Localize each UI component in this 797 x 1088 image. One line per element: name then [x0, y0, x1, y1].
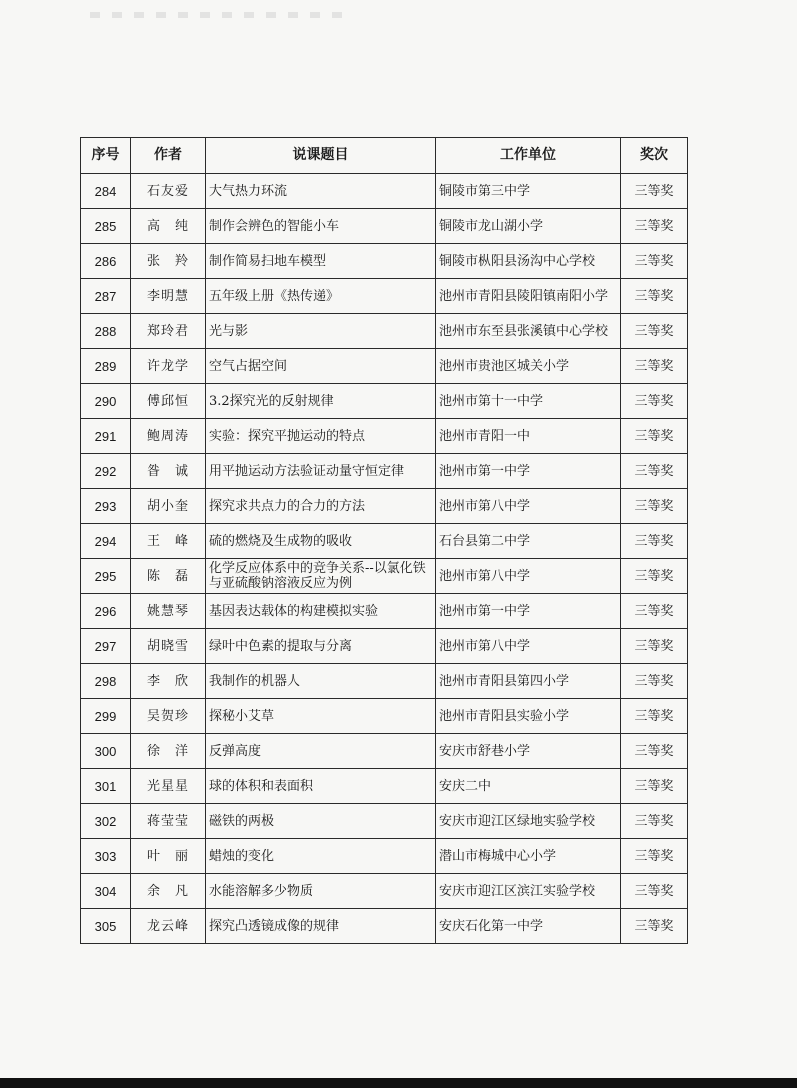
- cell-no: 295: [81, 559, 131, 594]
- table-row: [81, 559, 688, 594]
- table-row: [81, 489, 688, 524]
- cell-unit: 铜陵市第三中学: [436, 174, 621, 209]
- cell-no: 286: [81, 244, 131, 279]
- cell-award: 三等奖: [621, 839, 688, 874]
- cell-unit: 石台县第二中学: [436, 524, 621, 559]
- cell-no: 284: [81, 174, 131, 209]
- cell-no: 304: [81, 874, 131, 909]
- cell-unit: 安庆石化第一中学: [436, 909, 621, 944]
- cell-topic: 空气占据空间: [206, 349, 436, 384]
- table-row: [81, 874, 688, 909]
- cell-unit: 池州市贵池区城关小学: [436, 349, 621, 384]
- table-row: [81, 524, 688, 559]
- cell-no: 288: [81, 314, 131, 349]
- cell-topic: 光与影: [206, 314, 436, 349]
- cell-award: 三等奖: [621, 629, 688, 664]
- cell-no: 298: [81, 664, 131, 699]
- cell-award: 三等奖: [621, 769, 688, 804]
- header-unit: 工作单位: [436, 138, 621, 174]
- cell-author: 鲍周涛: [131, 419, 206, 454]
- table-row: [81, 419, 688, 454]
- cell-award: 三等奖: [621, 384, 688, 419]
- header-author: 作者: [131, 138, 206, 174]
- award-table: [80, 137, 688, 944]
- cell-unit: 池州市青阳县实验小学: [436, 699, 621, 734]
- cell-author: 高 纯: [131, 209, 206, 244]
- table-row: [81, 384, 688, 419]
- header-award: 奖次: [621, 138, 688, 174]
- cell-topic: 水能溶解多少物质: [206, 874, 436, 909]
- cell-author: 胡小奎: [131, 489, 206, 524]
- cell-topic: 反弹高度: [206, 734, 436, 769]
- table-row: [81, 909, 688, 944]
- cell-author: 姚慧琴: [131, 594, 206, 629]
- cell-no: 293: [81, 489, 131, 524]
- table-row: [81, 279, 688, 314]
- cell-no: 289: [81, 349, 131, 384]
- cell-topic: 制作简易扫地车模型: [206, 244, 436, 279]
- cell-unit: 池州市第一中学: [436, 594, 621, 629]
- cell-topic: 3.2探究光的反射规律: [206, 384, 436, 419]
- cell-topic: 基因表达载体的构建模拟实验: [206, 594, 436, 629]
- cell-no: 301: [81, 769, 131, 804]
- cell-unit: 潜山市梅城中心小学: [436, 839, 621, 874]
- table-row: [81, 839, 688, 874]
- cell-author: 余 凡: [131, 874, 206, 909]
- cell-no: 300: [81, 734, 131, 769]
- cell-author: 李 欣: [131, 664, 206, 699]
- cell-award: 三等奖: [621, 349, 688, 384]
- cell-no: 305: [81, 909, 131, 944]
- cell-unit: 池州市第八中学: [436, 629, 621, 664]
- cell-unit: 安庆二中: [436, 769, 621, 804]
- cell-unit: 池州市东至县张溪镇中心学校: [436, 314, 621, 349]
- cell-topic: 化学反应体系中的竞争关系--以氯化铁与亚硫酸钠溶液反应为例: [206, 559, 436, 594]
- cell-unit: 池州市青阳县陵阳镇南阳小学: [436, 279, 621, 314]
- table-row: [81, 769, 688, 804]
- cell-no: 292: [81, 454, 131, 489]
- cell-no: 302: [81, 804, 131, 839]
- cell-unit: 安庆市迎江区滨江实验学校: [436, 874, 621, 909]
- cell-unit: 池州市第一中学: [436, 454, 621, 489]
- cell-award: 三等奖: [621, 594, 688, 629]
- cell-award: 三等奖: [621, 909, 688, 944]
- cell-author: 张 羚: [131, 244, 206, 279]
- cell-topic: 蜡烛的变化: [206, 839, 436, 874]
- cell-topic: 磁铁的两极: [206, 804, 436, 839]
- cell-no: 287: [81, 279, 131, 314]
- cell-award: 三等奖: [621, 699, 688, 734]
- cell-topic: 用平抛运动方法验证动量守恒定律: [206, 454, 436, 489]
- cell-unit: 铜陵市枞阳县汤沟中心学校: [436, 244, 621, 279]
- cell-no: 291: [81, 419, 131, 454]
- cell-unit: 安庆市迎江区绿地实验学校: [436, 804, 621, 839]
- cell-unit: 池州市青阳县第四小学: [436, 664, 621, 699]
- cell-author: 胡晓雪: [131, 629, 206, 664]
- cell-award: 三等奖: [621, 524, 688, 559]
- cell-unit: 池州市第八中学: [436, 489, 621, 524]
- table-row: [81, 804, 688, 839]
- cell-topic: 我制作的机器人: [206, 664, 436, 699]
- cell-author: 陈 磊: [131, 559, 206, 594]
- cell-author: 傅邱恒: [131, 384, 206, 419]
- cell-author: 蒋莹莹: [131, 804, 206, 839]
- cell-no: 299: [81, 699, 131, 734]
- scan-edge: [0, 1078, 797, 1088]
- table-row: [81, 734, 688, 769]
- cell-topic: 制作会辨色的智能小车: [206, 209, 436, 244]
- table-body: [81, 174, 688, 944]
- cell-award: 三等奖: [621, 314, 688, 349]
- cell-author: 光星星: [131, 769, 206, 804]
- cell-unit: 池州市第八中学: [436, 559, 621, 594]
- cell-topic: 大气热力环流: [206, 174, 436, 209]
- table-row: [81, 664, 688, 699]
- cell-author: 郑玲君: [131, 314, 206, 349]
- table-row: [81, 314, 688, 349]
- cell-author: 龙云峰: [131, 909, 206, 944]
- cell-award: 三等奖: [621, 209, 688, 244]
- cell-award: 三等奖: [621, 804, 688, 839]
- cell-topic: 实验：探究平抛运动的特点: [206, 419, 436, 454]
- cell-no: 303: [81, 839, 131, 874]
- cell-author: 徐 洋: [131, 734, 206, 769]
- cell-author: 李明慧: [131, 279, 206, 314]
- cell-author: 叶 丽: [131, 839, 206, 874]
- cell-topic: 硫的燃烧及生成物的吸收: [206, 524, 436, 559]
- cell-author: 昝 诚: [131, 454, 206, 489]
- table-row: [81, 174, 688, 209]
- cell-topic: 探秘小艾草: [206, 699, 436, 734]
- cell-award: 三等奖: [621, 454, 688, 489]
- cell-author: 吴贺珍: [131, 699, 206, 734]
- cell-no: 297: [81, 629, 131, 664]
- header-no: 序号: [81, 138, 131, 174]
- table-row: [81, 349, 688, 384]
- table-row: [81, 244, 688, 279]
- cell-award: 三等奖: [621, 419, 688, 454]
- cell-topic: 球的体积和表面积: [206, 769, 436, 804]
- cell-topic: 探究求共点力的合力的方法: [206, 489, 436, 524]
- cell-no: 296: [81, 594, 131, 629]
- cell-award: 三等奖: [621, 874, 688, 909]
- cell-award: 三等奖: [621, 734, 688, 769]
- cell-no: 285: [81, 209, 131, 244]
- cell-award: 三等奖: [621, 664, 688, 699]
- cell-no: 294: [81, 524, 131, 559]
- cell-award: 三等奖: [621, 174, 688, 209]
- cell-author: 王 峰: [131, 524, 206, 559]
- table-row: [81, 629, 688, 664]
- table-row: [81, 594, 688, 629]
- header-topic: 说课题目: [206, 138, 436, 174]
- cell-award: 三等奖: [621, 244, 688, 279]
- table-row: [81, 699, 688, 734]
- cell-unit: 铜陵市龙山湖小学: [436, 209, 621, 244]
- cell-topic: 绿叶中色素的提取与分离: [206, 629, 436, 664]
- table-header-row: [81, 138, 688, 174]
- cell-unit: 安庆市舒巷小学: [436, 734, 621, 769]
- cell-topic: 五年级上册《热传递》: [206, 279, 436, 314]
- cell-topic: 探究凸透镜成像的规律: [206, 909, 436, 944]
- table-row: [81, 209, 688, 244]
- cell-no: 290: [81, 384, 131, 419]
- table-row: [81, 454, 688, 489]
- cell-award: 三等奖: [621, 489, 688, 524]
- cell-unit: 池州市第十一中学: [436, 384, 621, 419]
- cell-author: 石友爱: [131, 174, 206, 209]
- scan-artifact: [90, 12, 350, 18]
- cell-award: 三等奖: [621, 559, 688, 594]
- cell-award: 三等奖: [621, 279, 688, 314]
- cell-author: 许龙学: [131, 349, 206, 384]
- cell-unit: 池州市青阳一中: [436, 419, 621, 454]
